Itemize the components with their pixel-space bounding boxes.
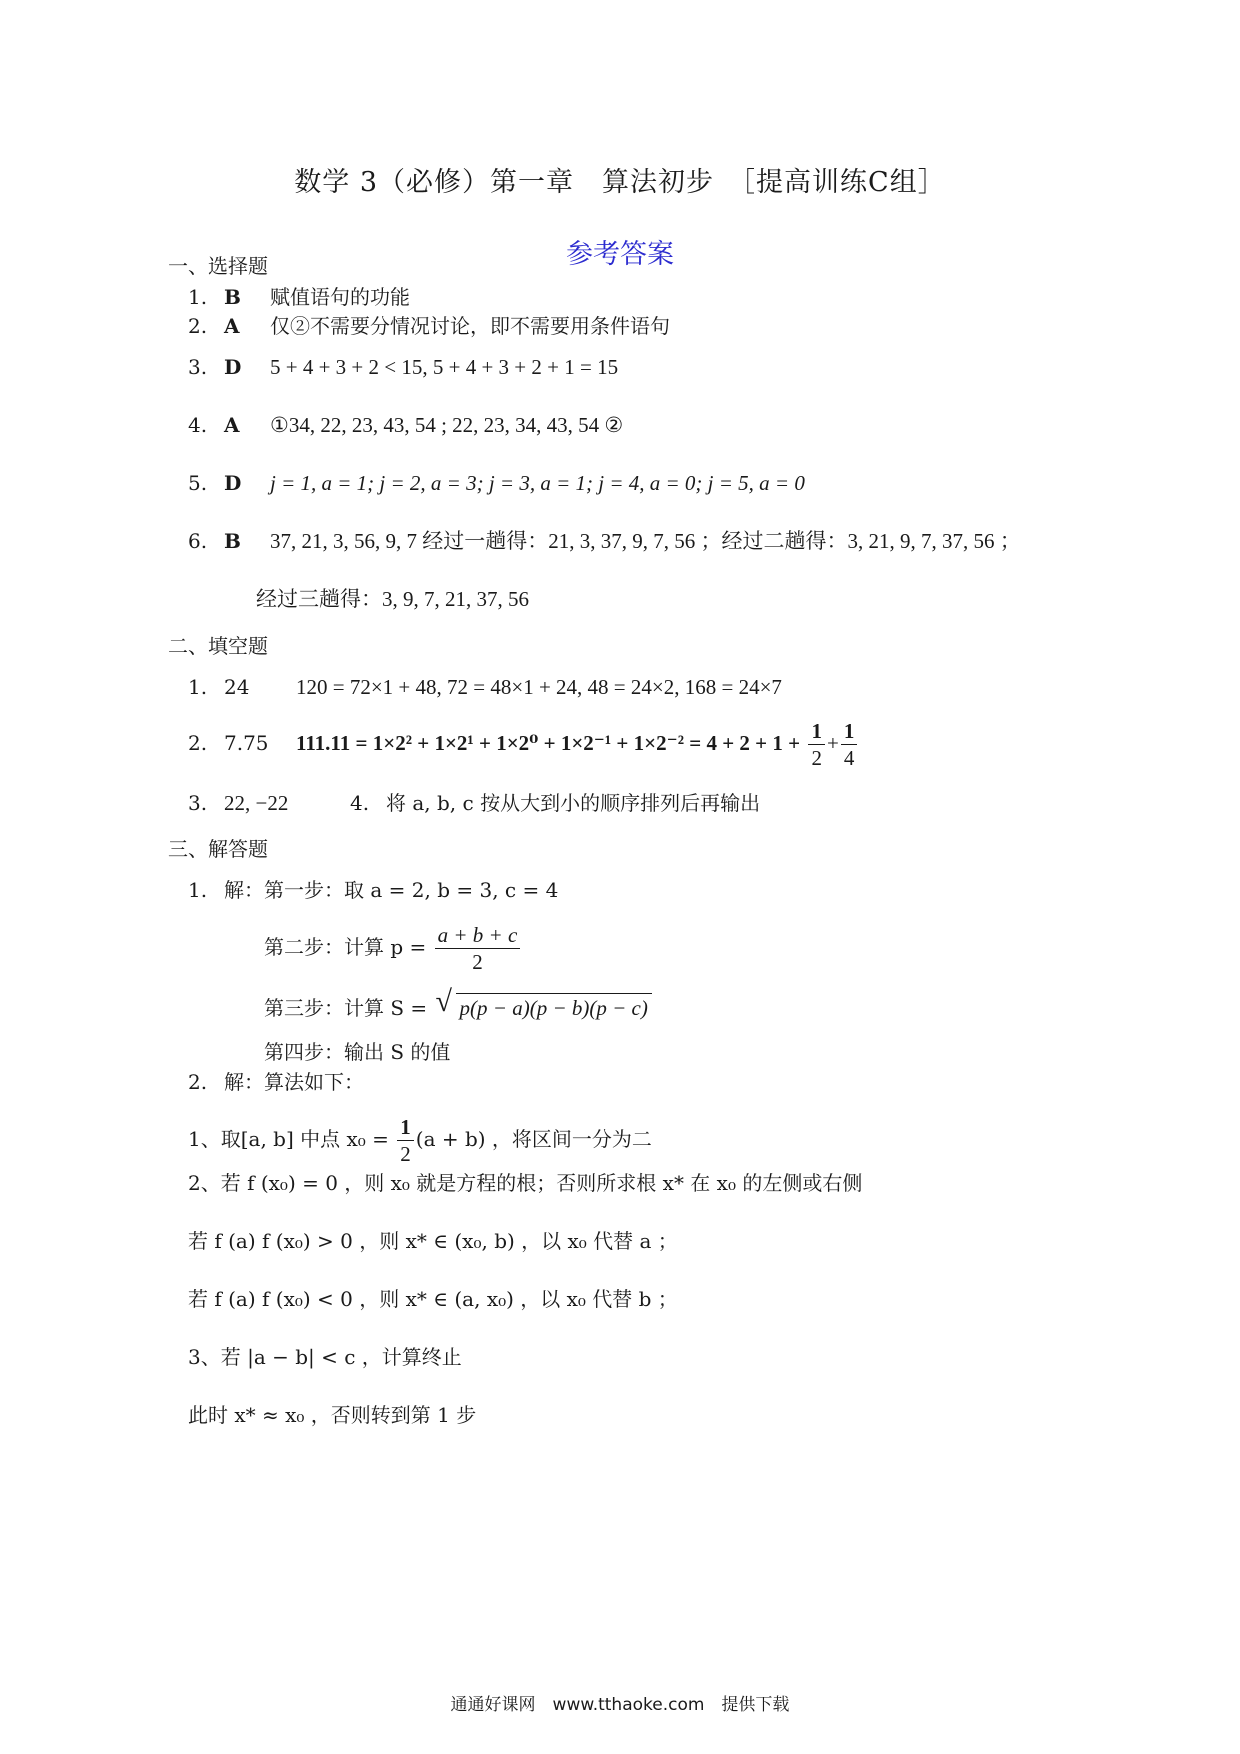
section-heading-solve: 三、解答题 bbox=[168, 837, 268, 861]
list-item: 2. 解：算法如下： bbox=[188, 1070, 364, 1094]
list-item: 5. D j = 1, a = 1; j = 2, a = 3; j = 3, a = 1; j = 4, a = 0; j = 5, a = 0 bbox=[188, 471, 805, 495]
list-item: 1. 24 120 = 72×1 + 48, 72 = 48×1 + 24, 48 = 24×2, 168 = 24×7 bbox=[188, 675, 782, 699]
list-item: 经过三趟得：3, 9, 7, 21, 37, 56 bbox=[256, 587, 529, 611]
fraction-p: $\frac{a + b + c}{2}$ bbox=[435, 922, 521, 975]
fraction-quarter: $\frac{1}{4}$ bbox=[841, 718, 858, 771]
section-heading-fill: 二、填空题 bbox=[168, 634, 268, 658]
list-item: 3、若 |a − b| < c ，计算终止 bbox=[188, 1345, 462, 1369]
page-title bbox=[0, 160, 1240, 199]
footer-credit: 通通好课网 www.tthaoke.com 提供下载 bbox=[450, 1695, 790, 1715]
list-item: 第三步：计算 S = √ p(p − a)(p − b)(p − c) bbox=[264, 994, 652, 1022]
list-item: 3. 22, −22 4. 将 a, b, c 按从大到小的顺序排列后再输出 bbox=[188, 791, 761, 815]
section-heading-choice: 一、选择题 bbox=[168, 254, 268, 278]
list-item: 1. B 赋值语句的功能 bbox=[188, 285, 410, 309]
list-item: 若 f (a) f (x₀) < 0 ，则 x* ∈ (a, x₀) ，以 x₀ 代替 b ； bbox=[188, 1287, 678, 1311]
fraction-half: $\frac{1}{2}$ bbox=[808, 718, 825, 771]
list-item: 2. 7.75 111.11 = 1×2² + 1×2¹ + 1×2⁰ + 1×2⁻¹ + 1×2⁻² = 4 + 2 + 1 + $\frac{1}{2}$ + $\frac{1}{4}$ bbox=[188, 718, 859, 771]
title-tag: ［提高训练C组］ bbox=[728, 167, 946, 198]
answer-heading: 参考答案 bbox=[566, 239, 674, 270]
list-item: 若 f (a) f (x₀) > 0 ，则 x* ∈ (x₀, b) ，以 x₀ 代替 a ； bbox=[188, 1229, 678, 1253]
fraction-half: $\frac{1}{2}$ bbox=[397, 1114, 414, 1167]
list-item: 1. 解：第一步：取 a = 2, b = 3, c = 4 bbox=[188, 878, 559, 902]
list-item: 1、取[a, b] 中点 x₀ = $\frac{1}{2}$ (a + b) ，将区间一分为二 bbox=[188, 1115, 652, 1166]
list-item: 2、若 f (x₀) = 0 ，则 x₀ 就是方程的根；否则所求根 x* 在 x₀ 的左侧或右侧 bbox=[188, 1171, 863, 1195]
list-item: 第二步：计算 p = $\frac{a + b + c}{2}$ bbox=[264, 922, 522, 975]
list-item: 第四步：输出 S 的值 bbox=[264, 1040, 451, 1064]
list-item: 6. B 37, 21, 3, 56, 9, 7 经过一趟得：21, 3, 37, 9, 7, 56 ；经过二趟得：3, 21, 9, 7, 37, 56 ； bbox=[188, 529, 1021, 553]
list-item: 2. A 仅②不需要分情况讨论，即不需要用条件语句 bbox=[188, 314, 670, 338]
list-item: 3. D 5 + 4 + 3 + 2 < 15, 5 + 4 + 3 + 2 + 1 = 15 bbox=[188, 355, 619, 379]
square-root: √ p(p − a)(p − b)(p − c) bbox=[434, 994, 652, 1022]
list-item: 4. A ①34, 22, 23, 43, 54 ; 22, 23, 34, 43, 54 ② bbox=[188, 413, 624, 437]
title-main: 数学 3（必修）第一章 算法初步 bbox=[294, 167, 715, 198]
list-item: 此时 x* ≈ x₀ ，否则转到第 1 步 bbox=[188, 1403, 477, 1427]
